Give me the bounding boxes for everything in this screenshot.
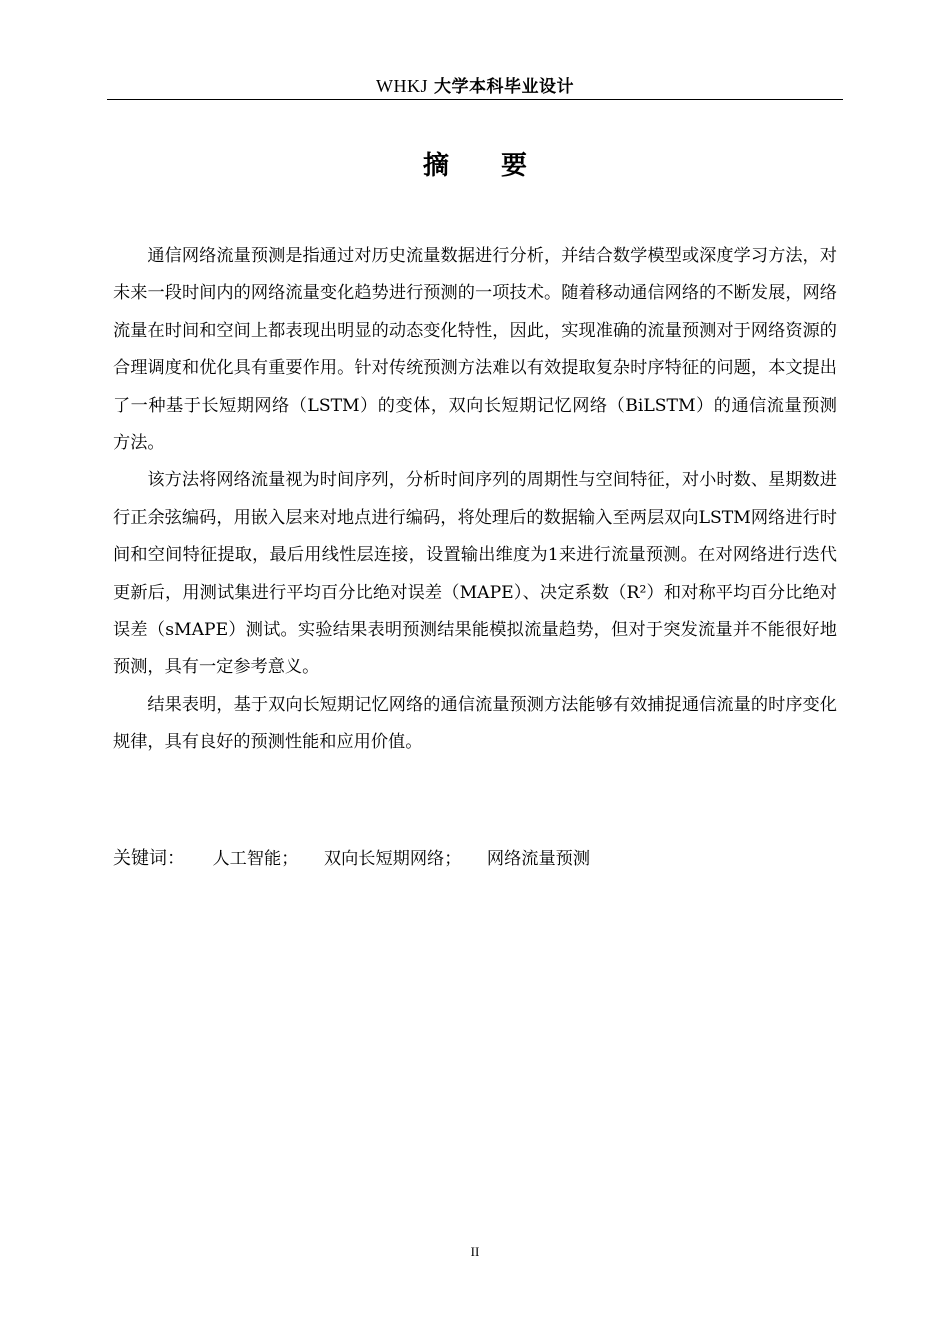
keywords-line	[113, 844, 837, 874]
page-number: II	[470, 1244, 480, 1259]
abstract-paragraph-3: 结果表明，基于双向长短期记忆网络的通信流量预测方法能够有效捕捉通信流量的时序变化规律，具有良好的预测性能和应用价值。	[113, 694, 837, 753]
header-rule	[107, 99, 843, 100]
abstract-body	[113, 238, 837, 762]
keyword-item: 双向长短期网络；	[323, 849, 462, 869]
header-title: 大学本科毕业设计	[433, 77, 574, 97]
abstract-paragraph-2: 该方法将网络流量视为时间序列，分析时间序列的周期性与空间特征，对小时数、星期数进行正余弦编码，用嵌入层来对地点进行编码，将处理后的数据输入至两层双向LSTM网络进行时间和空间特征提取，最后用线性层连接，设置输出维度为1来进行流量预测。在对网络进行迭代更新后，用测试集进行平均百分比绝对误差（MAPE）、决定系数（R²）和对称平均百分比绝对误差（sMAPE）测试。实验结果表明预测结果能模拟流量趋势，但对于突发流量并不能很好地预测，具有一定参考意义。	[113, 470, 837, 678]
abstract-title: 摘要	[422, 151, 579, 181]
header-school-code: WHKJ	[376, 76, 429, 96]
keyword-item: 人工智能；	[212, 849, 299, 869]
page-header	[107, 74, 843, 99]
abstract-paragraph-1: 通信网络流量预测是指通过对历史流量数据进行分析，并结合数学模型或深度学习方法，对未来一段时间内的网络流量变化趋势进行预测的一项技术。随着移动通信网络的不断发展，网络流量在时间和空间上都表现出明显的动态变化特性，因此，实现准确的流量预测对于网络资源的合理调度和优化具有重要作用。针对传统预测方法难以有效提取复杂时序特征的问题，本文提出了一种基于长短期网络（LSTM）的变体，双向长短期记忆网络（BiLSTM）的通信流量预测方法。	[113, 246, 837, 454]
keyword-item: 网络流量预测	[486, 849, 591, 869]
keywords-label: 关键词：	[113, 848, 185, 869]
